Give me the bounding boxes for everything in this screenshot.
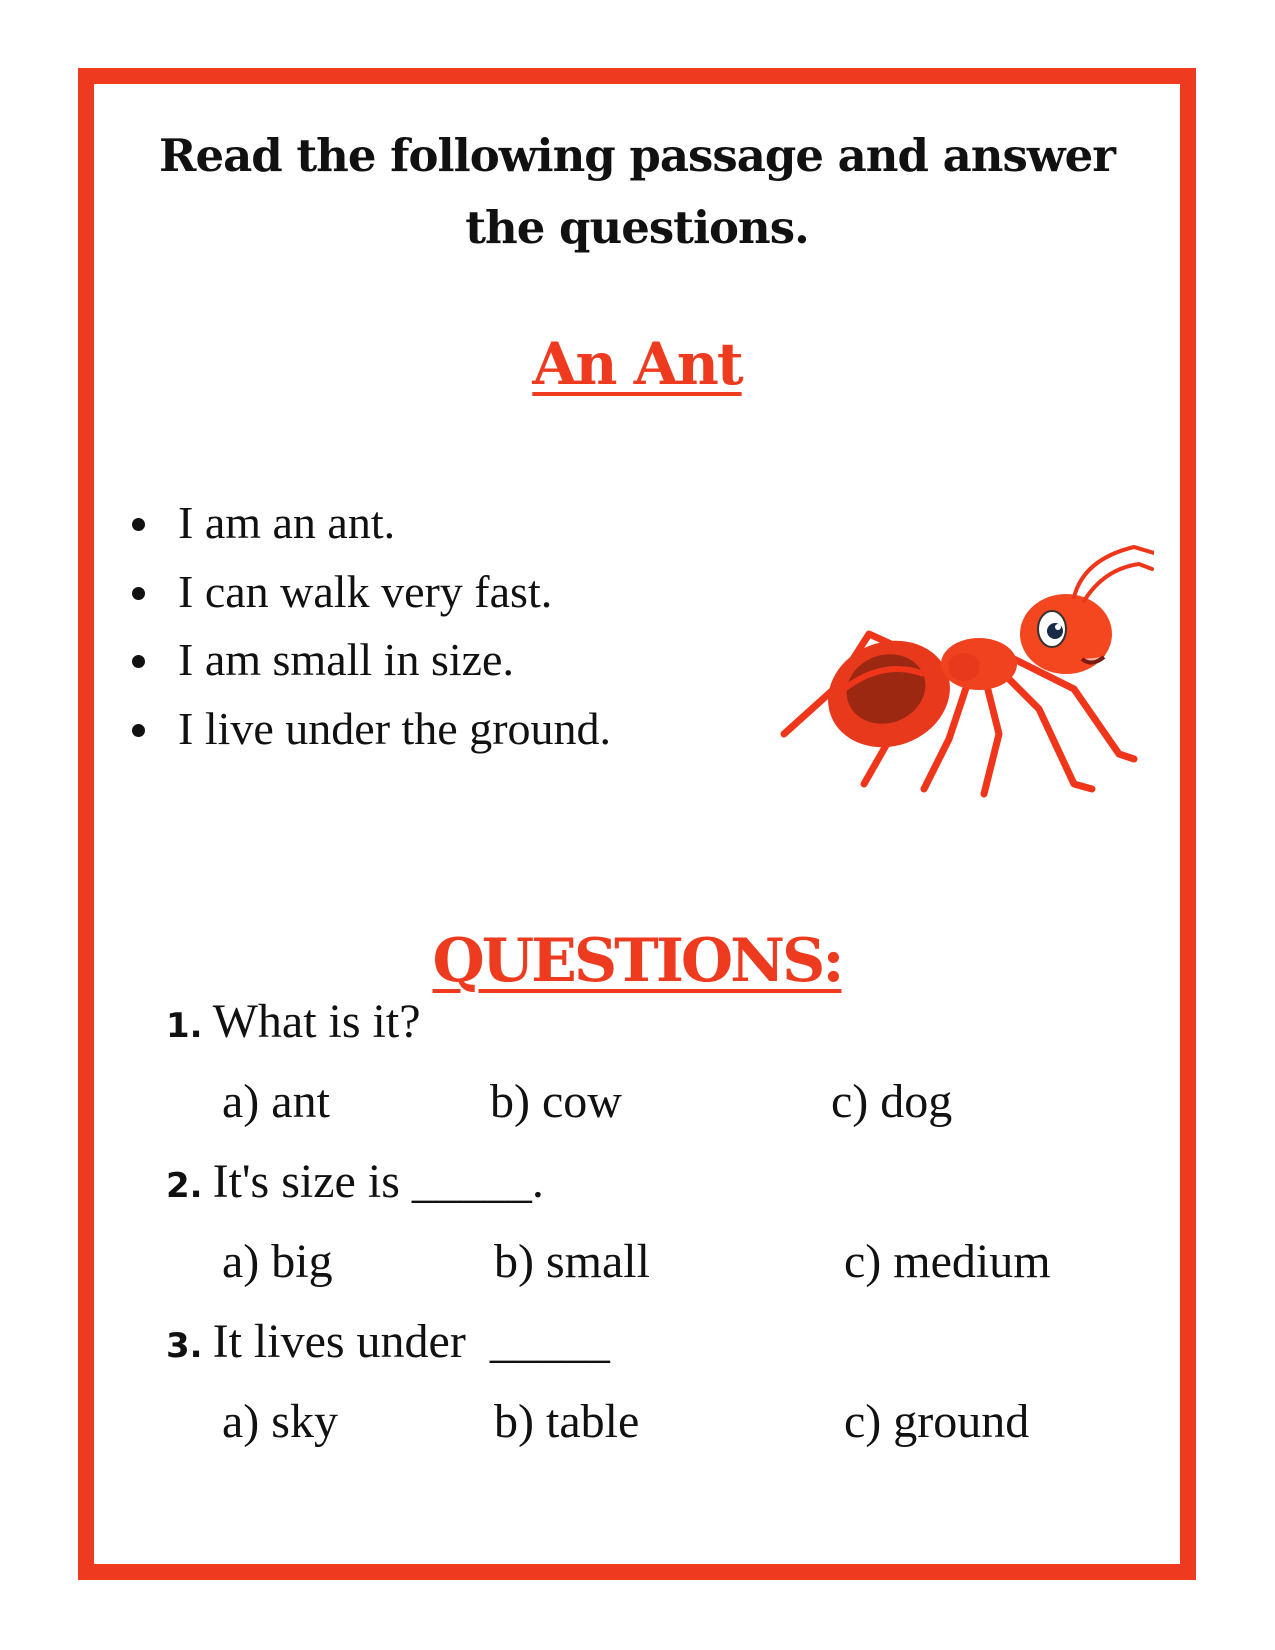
option-2b: b) small	[494, 1235, 650, 1288]
option-1b: b) cow	[490, 1075, 622, 1128]
instructions-heading: Read the following passage and answer the questions.	[159, 129, 1115, 254]
question-number: 1.	[166, 1006, 203, 1046]
list-item	[132, 489, 611, 558]
passage-title: An Ant	[532, 330, 742, 398]
option-1a: a) ant	[222, 1075, 330, 1128]
questions-heading: QUESTIONS:	[432, 926, 842, 996]
question-text: It's size is _____.	[212, 1155, 544, 1208]
option-3a: a) sky	[222, 1395, 338, 1448]
bullet-icon	[132, 724, 145, 737]
question-text: It lives under _____	[212, 1315, 610, 1368]
bullet-icon	[132, 655, 145, 668]
list-item	[132, 695, 611, 764]
option-1c: c) dog	[831, 1075, 953, 1128]
list-item	[132, 558, 611, 627]
bullet-text: I can walk very fast.	[178, 565, 553, 617]
question-3	[166, 1314, 610, 1369]
option-2a: a) big	[222, 1235, 333, 1288]
bullet-icon	[132, 518, 145, 531]
question-text: What is it?	[212, 995, 421, 1048]
bullet-text: I am an ant.	[178, 497, 396, 548]
worksheet-frame	[78, 68, 1196, 1580]
list-item	[132, 626, 611, 695]
bullet-text: I live under the ground.	[178, 702, 612, 754]
question-number: 3.	[166, 1326, 203, 1366]
bullet-text: I am small in size.	[178, 634, 514, 685]
bullet-icon	[132, 587, 145, 600]
question-number: 2.	[166, 1166, 203, 1206]
option-3b: b) table	[494, 1395, 640, 1448]
option-3c: c) ground	[844, 1395, 1030, 1448]
ant-illustration	[774, 539, 1154, 839]
question-1	[166, 994, 421, 1049]
question-2	[166, 1154, 544, 1209]
option-2c: c) medium	[844, 1235, 1051, 1288]
passage-bullets	[132, 489, 611, 763]
